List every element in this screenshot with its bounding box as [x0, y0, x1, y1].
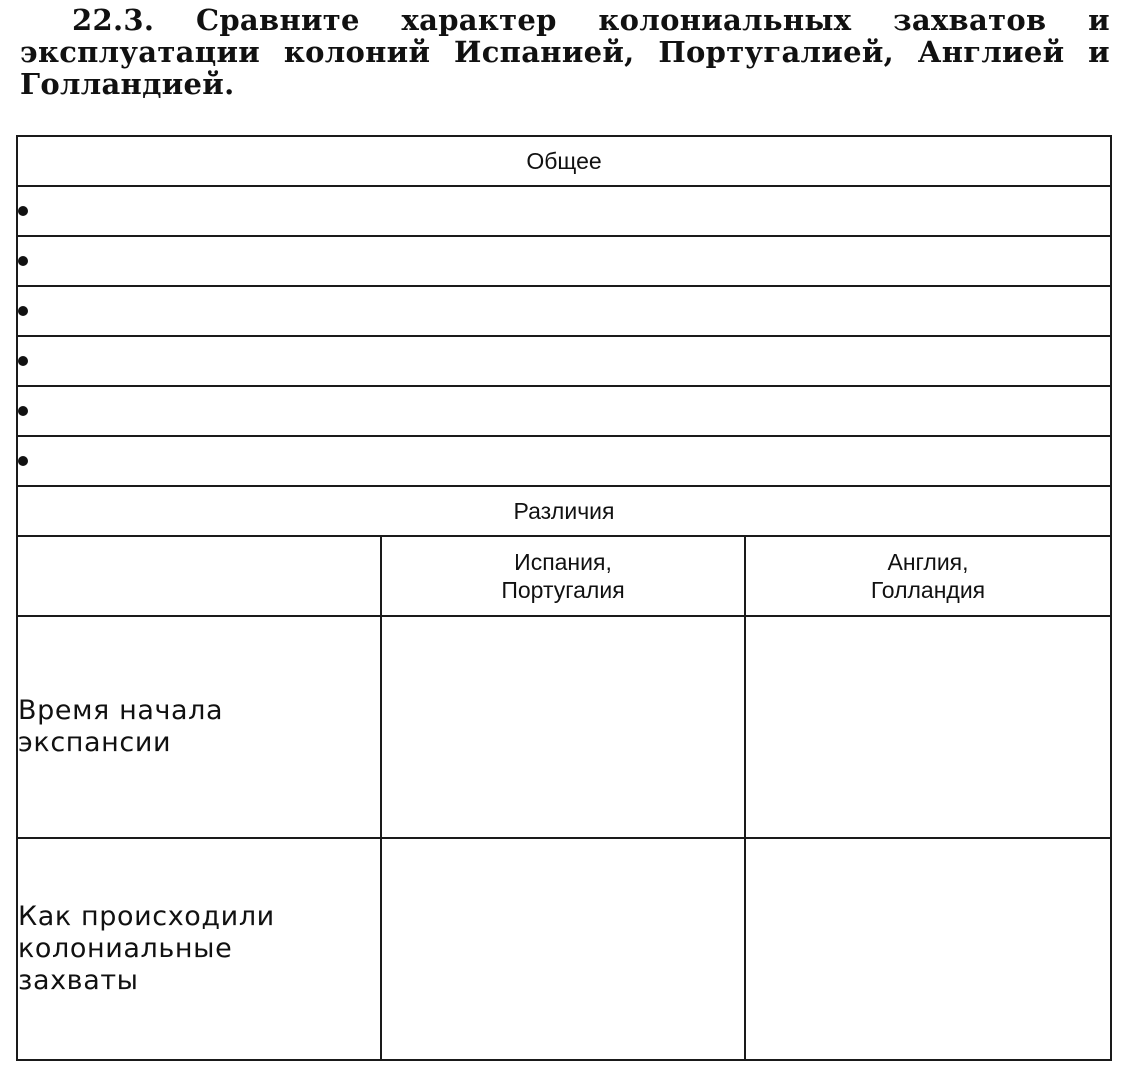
common-bullet-row[interactable] — [17, 236, 1111, 286]
answer-cell-england-holland[interactable] — [745, 838, 1111, 1060]
bullet-icon — [18, 406, 28, 416]
task-text: Сравните характер колониальных захватов и эксплуатации колоний Испанией, Португалией, Англией и Голландией. — [20, 3, 1110, 101]
common-bullet-row[interactable] — [17, 186, 1111, 236]
answer-cell-spain-portugal[interactable] — [381, 616, 745, 838]
column-header-england-holland: Англия, Голландия — [745, 536, 1111, 616]
bullet-icon — [18, 456, 28, 466]
bullet-icon — [18, 206, 28, 216]
differences-header: Различия — [17, 486, 1111, 536]
row-label-colonial-conquest: Как происходили колониальные захваты — [17, 838, 381, 1060]
answer-cell-england-holland[interactable] — [745, 616, 1111, 838]
common-bullet-row[interactable] — [17, 286, 1111, 336]
common-bullet-row[interactable] — [17, 336, 1111, 386]
common-bullet-row[interactable] — [17, 436, 1111, 486]
task-number: 22.3. — [72, 3, 155, 37]
bullet-icon — [18, 356, 28, 366]
bullet-icon — [18, 306, 28, 316]
row-label-expansion-start: Время начала экспансии — [17, 616, 381, 838]
bullet-icon — [18, 256, 28, 266]
answer-cell-spain-portugal[interactable] — [381, 838, 745, 1060]
corner-cell — [17, 536, 381, 616]
common-header: Общее — [17, 136, 1111, 186]
comparison-table — [16, 135, 1112, 1061]
task-statement — [20, 4, 1110, 100]
column-header-spain-portugal: Испания, Португалия — [381, 536, 745, 616]
common-bullet-row[interactable] — [17, 386, 1111, 436]
